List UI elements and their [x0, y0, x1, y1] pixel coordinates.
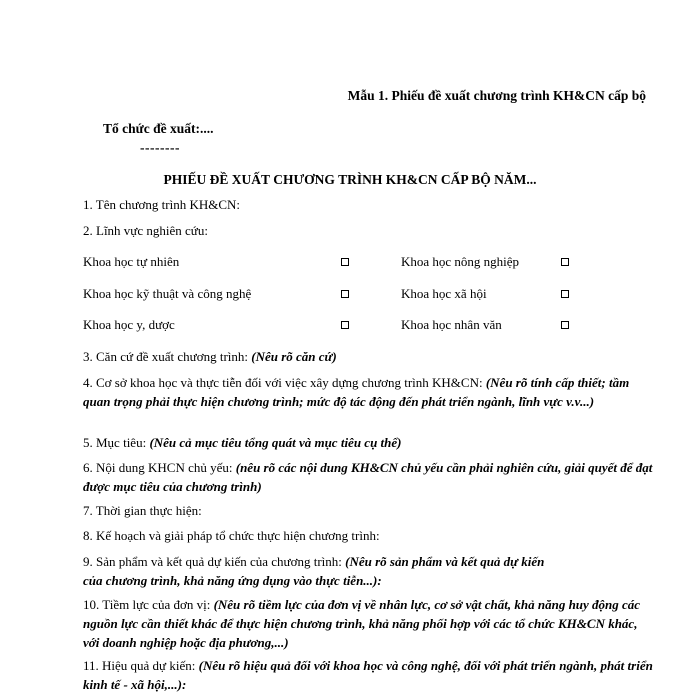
item-text: 9. Sản phẩm và kết quả dự kiến của chương trình:: [83, 554, 346, 569]
item-text: 7. Thời gian thực hiện:: [83, 503, 202, 518]
item-text: 5. Mục tiêu:: [83, 435, 150, 450]
field-checkbox[interactable]: [561, 290, 569, 298]
item-text: 4. Cơ sở khoa học và thực tiễn đối với việc xây dựng chương trình KH&CN:: [83, 375, 486, 390]
field-checkbox[interactable]: [341, 290, 349, 298]
item-text: 11. Hiệu quả dự kiến:: [83, 658, 199, 673]
item-hint: (Nêu rõ sản phẩm và kết quả dự kiến: [345, 554, 545, 569]
item-research-field: [83, 221, 653, 240]
field-checkbox[interactable]: [341, 258, 349, 266]
item-hint: (Nêu rõ tiềm lực của đơn vị về nhân lực, cơ sở vật chất, khả năng huy động các nguồn lực cần thiết khác để thực hiện chương trình, khả năng phối hợp với các tổ chức KH&CN khác, với doanh nghiệp hoặc địa phương,...): [83, 597, 641, 650]
item-basis: [83, 347, 653, 366]
item-hint: (nêu rõ các nội dung KH&CN chủ yếu cần phải nghiên cứu, giải quyết để đạt được mục tiêu của chương trình): [83, 460, 653, 494]
item-hint: của chương trình, khả năng ứng dụng vào thực tiễn...):: [83, 573, 382, 588]
document-title: PHIẾU ĐỀ XUẤT CHƯƠNG TRÌNH KH&CN CẤP BỘ NĂM...: [163, 172, 537, 187]
item-objectives: [83, 433, 653, 452]
field-label: Khoa học nông nghiệp: [401, 254, 520, 269]
item-text: 10. Tiềm lực của đơn vị:: [83, 597, 214, 612]
item-plan: [83, 526, 653, 545]
item-content: [83, 458, 653, 496]
item-text: 2. Lĩnh vực nghiên cứu:: [83, 223, 208, 238]
item-duration: [83, 501, 653, 520]
field-checkbox[interactable]: [561, 321, 569, 329]
item-hint: (Nêu rõ hiệu quả đối với khoa học và công nghệ, đối với phát triển ngành, phát triển kinh tế - xã hội,...):: [83, 658, 653, 692]
field-checkbox[interactable]: [561, 258, 569, 266]
field-checkbox[interactable]: [341, 321, 349, 329]
form-label: Mẫu 1. Phiếu đề xuất chương trình KH&CN cấp bộ: [347, 88, 646, 103]
item-program-name: [83, 195, 653, 214]
item-text: 8. Kế hoạch và giải pháp tổ chức thực hiện chương trình:: [83, 528, 380, 543]
field-label: Khoa học xã hội: [401, 286, 487, 301]
field-row: [83, 317, 643, 335]
item-scientific-basis: [83, 373, 653, 411]
field-row: [83, 286, 643, 304]
item-text: 1. Tên chương trình KH&CN:: [83, 197, 241, 212]
separator: --------: [140, 140, 180, 155]
item-capacity: [83, 595, 653, 652]
organization-label: Tổ chức đề xuất:....: [103, 121, 214, 136]
item-text: 3. Căn cứ đề xuất chương trình:: [83, 349, 252, 364]
item-effectiveness: [83, 656, 653, 694]
item-hint: (Nêu rõ tính cấp thiết; tầm quan trọng phải thực hiện chương trình; mức độ tác động đến phát triển ngành, lĩnh vực v.v...): [83, 375, 630, 409]
field-label: Khoa học tự nhiên: [83, 254, 180, 269]
field-row: [83, 254, 643, 272]
field-label: Khoa học nhân văn: [401, 317, 502, 332]
field-label: Khoa học kỹ thuật và công nghệ: [83, 286, 252, 301]
item-hint: (Nêu rõ căn cứ): [251, 349, 337, 364]
item-hint: (Nêu cả mục tiêu tổng quát và mục tiêu cụ thể): [149, 435, 402, 450]
item-products: [83, 552, 653, 590]
item-text: 6. Nội dung KHCN chủ yếu:: [83, 460, 236, 475]
field-label: Khoa học y, dược: [83, 317, 175, 332]
